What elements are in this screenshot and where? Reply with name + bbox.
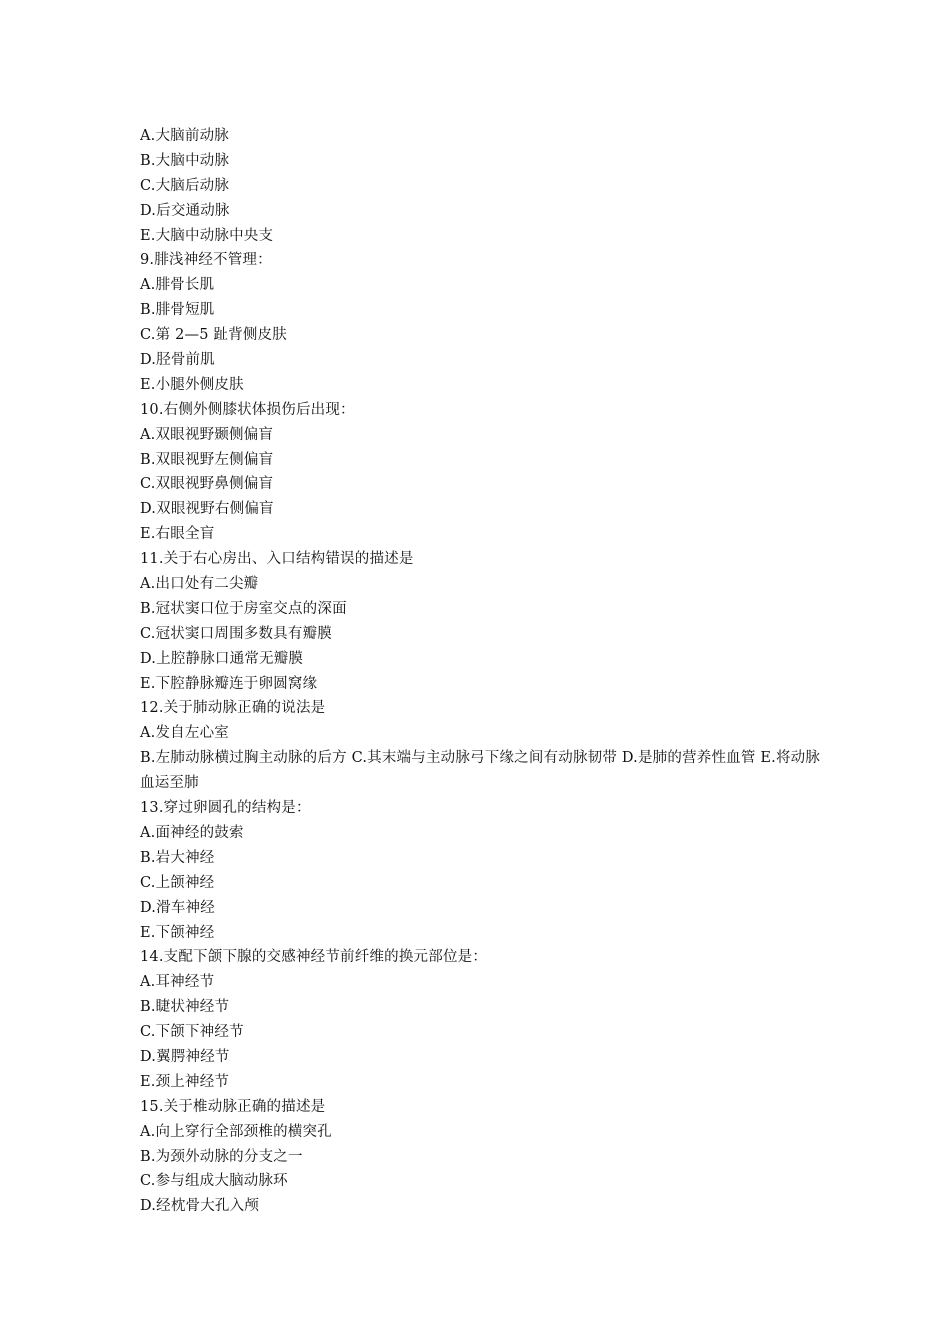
text-line: E.下腔静脉瓣连于卵圆窝缘: [140, 675, 318, 692]
text-line: E.颈上神经节: [140, 1073, 230, 1090]
text-line: 15.关于椎动脉正确的描述是: [140, 1098, 326, 1115]
text-line: E.大脑中动脉中央支: [140, 227, 274, 244]
text-line: B.睫状神经节: [140, 999, 230, 1016]
text-block-a: [140, 124, 830, 746]
text-line: C.第 2—5 趾背侧皮肤: [140, 327, 287, 344]
text-line: 11.关于右心房出、入口结构错误的描述是: [140, 551, 414, 568]
text-line: D.双眼视野右侧偏盲: [140, 501, 274, 518]
text-line: B.大脑中动脉: [140, 152, 230, 169]
text-line: A.面神经的鼓索: [140, 824, 244, 841]
text-line: A.出口处有二尖瓣: [140, 576, 259, 593]
text-line: 13.穿过卵圆孔的结构是：: [140, 800, 311, 817]
text-block-b: [140, 796, 830, 1219]
text-line: D.上腔静脉口通常无瓣膜: [140, 650, 304, 667]
text-line: 12.关于肺动脉正确的说法是: [140, 700, 326, 717]
text-line: B.腓骨短肌: [140, 302, 215, 319]
text-line: A.向上穿行全部颈椎的横突孔: [140, 1123, 332, 1140]
text-line: 10.右侧外侧膝状体损伤后出现：: [140, 401, 355, 418]
text-line: C.冠状窦口周围多数具有瓣膜: [140, 625, 332, 642]
question-12-options-paragraph: B.左肺动脉横过胸主动脉的后方 C.其末端与主动脉弓下缘之间有动脉韧带 D.是肺的营养性血管 E.将动脉血运至肺: [140, 750, 821, 792]
text-line: A.双眼视野颞侧偏盲: [140, 426, 274, 443]
text-line: D.翼腭神经节: [140, 1048, 230, 1065]
text-line: E.小腿外侧皮肤: [140, 376, 244, 393]
text-line: B.双眼视野左侧偏盲: [140, 451, 274, 468]
text-line: E.右眼全盲: [140, 526, 215, 543]
text-line: 14.支配下颌下腺的交感神经节前纤维的换元部位是：: [140, 949, 488, 966]
text-line: A.发自左心室: [140, 725, 229, 742]
text-line: D.滑车神经: [140, 899, 215, 916]
text-line: C.下颌下神经节: [140, 1024, 244, 1041]
text-line: B.为颈外动脉的分支之一: [140, 1148, 303, 1165]
text-line: B.冠状窦口位于房室交点的深面: [140, 600, 347, 617]
text-line: C.大脑后动脉: [140, 177, 230, 194]
document-page: [140, 124, 830, 1219]
text-line: D.经枕骨大孔入颅: [140, 1198, 260, 1215]
text-line: A.腓骨长肌: [140, 277, 215, 294]
text-line: A.耳神经节: [140, 974, 215, 991]
text-line: B.岩大神经: [140, 849, 215, 866]
text-line: D.后交通动脉: [140, 202, 230, 219]
text-line: C.上颌神经: [140, 874, 215, 891]
text-line: C.参与组成大脑动脉环: [140, 1173, 288, 1190]
text-line: 9.腓浅神经不管理：: [140, 252, 272, 269]
text-line: D.胫骨前肌: [140, 352, 215, 369]
text-line: A.大脑前动脉: [140, 128, 229, 144]
text-line: E.下颌神经: [140, 924, 215, 941]
text-line: C.双眼视野鼻侧偏盲: [140, 476, 274, 493]
